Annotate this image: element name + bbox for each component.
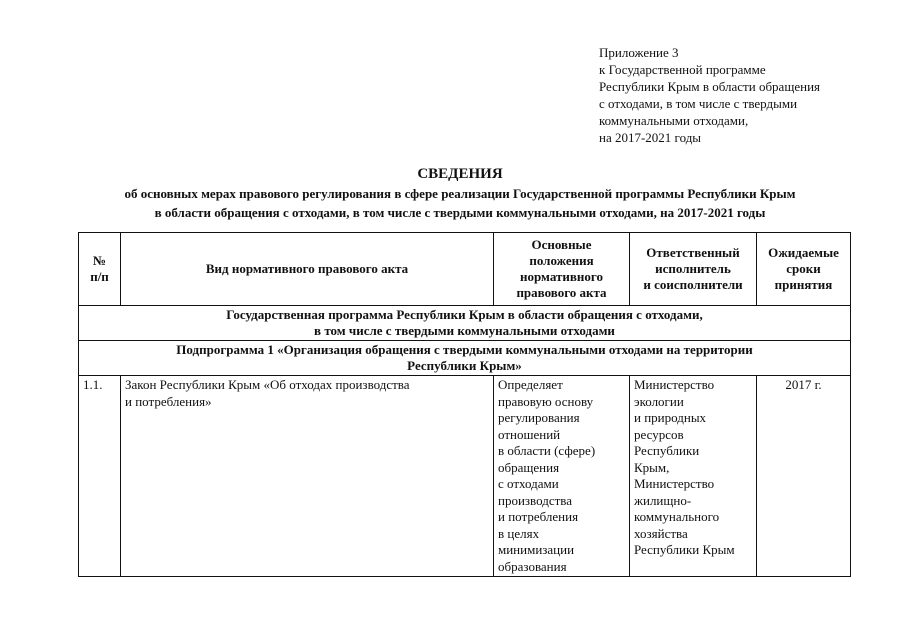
header-executor: Ответственный исполнитель и соисполнители: [630, 233, 757, 306]
appendix-line: коммунальными отходами,: [599, 113, 749, 128]
table-row: [79, 376, 851, 577]
appendix-line: Приложение 3: [599, 45, 679, 60]
table-header-row: [79, 233, 851, 306]
row-deadline: 2017 г.: [757, 376, 851, 577]
header-act-type: Вид нормативного правового акта: [121, 233, 494, 306]
row-num: 1.1.: [79, 376, 121, 577]
appendix-line: Республики Крым в области обращения: [599, 79, 820, 94]
header-provisions: Основные положения нормативного правового акта: [494, 233, 630, 306]
appendix-line: с отходами, в том числе с твердыми: [599, 96, 798, 111]
appendix-line: к Государственной программе: [599, 62, 766, 77]
document-subtitle-line: в области обращения с отходами, в том числе с твердыми коммунальными отходами, на 2017-2021 годы: [154, 205, 766, 220]
row-act-type: Закон Республики Крым «Об отходах производства и потребления»: [121, 376, 494, 577]
document-title: СВЕДЕНИЯ: [417, 166, 503, 182]
document-subtitle-line: об основных мерах правового регулирования в сфере реализации Государственной программы Республики Крым: [124, 186, 796, 201]
row-provisions: Определяет правовую основу регулирования отношений в области (сфере) обращения с отходами производства и потребления в целях минимизации образования: [494, 376, 630, 577]
appendix-line: на 2017-2021 годы: [599, 130, 702, 145]
document-heading: [60, 166, 860, 221]
row-executor: Министерство экологии и природных ресурсов Республики Крым, Министерство жилищно- коммунального хозяйства Республики Крым: [630, 376, 757, 577]
program-row: [79, 306, 851, 341]
subprogram-row: [79, 341, 851, 376]
subprogram-cell: Подпрограмма 1 «Организация обращения с твердыми коммунальными отходами на территории Республики Крым»: [79, 341, 851, 376]
header-deadline: Ожидаемые сроки принятия: [757, 233, 851, 306]
program-cell: Государственная программа Республики Крым в области обращения с отходами, в том числе с твердыми коммунальными отходами: [79, 306, 851, 341]
appendix-block: [599, 44, 889, 146]
header-num: № п/п: [79, 233, 121, 306]
measures-table: [78, 232, 851, 577]
